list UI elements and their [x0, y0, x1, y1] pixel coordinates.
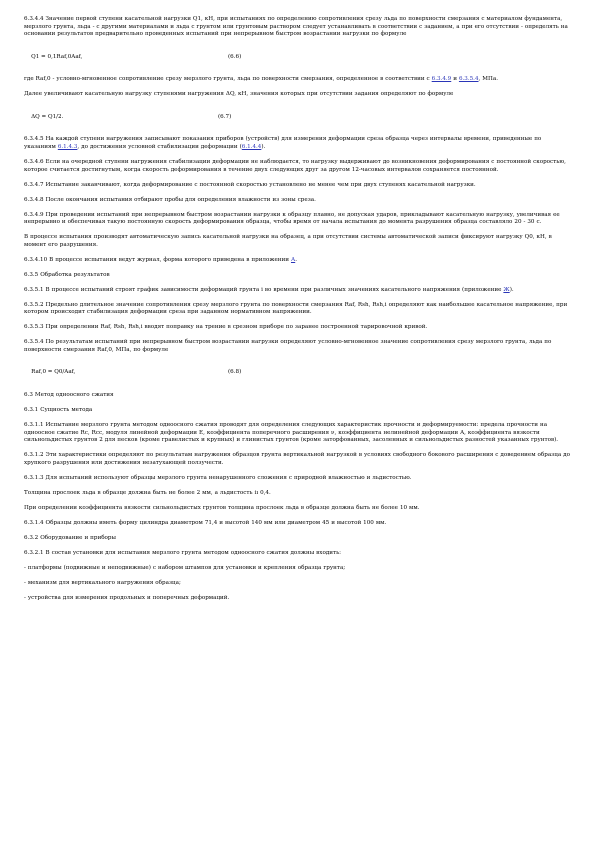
paragraph-6-3-4-10: 6.3.4.10 В процессе испытания ведут журнал, форма которого приведена в приложении А.: [24, 256, 297, 263]
paragraph-auto-record: В процессе испытания производят автоматическую запись касательной нагрузки на образец, а при отсутствии системы автоматической записи фиксируют нагрузку Q0, кН, в момент его разрушения.: [24, 234, 552, 248]
formula-expression: ΔQ = Q1/2.: [31, 113, 64, 120]
paragraph-6-3-5-2: 6.3.5.2 Предельно длительное значение сопротивления срезу мерзлого грунта по поверхности смерзания Raf, Rsh, Rsh,i определяют как наибольшее касательное напряжение, при котором происходит стабилизация деформации среза при заданном нормативном напряжении.: [24, 301, 568, 316]
paragraph-where-raf0: где Raf,0 - условно-мгновенное сопротивление срезу мерзлого грунта, льда по поверхности смерзания, определенное в соответствии с 6.3.4.9 и 6.3.5.4, МПа.: [24, 76, 498, 83]
paragraph-6-3-5-1: 6.3.5.1 В процессе испытаний строят график зависимости деформаций грунта i во времени при различных значениях касательного напряжения (приложение Ж).: [24, 286, 514, 293]
heading-6-3: 6.3 Метод одноосного сжатия: [24, 392, 114, 399]
paragraph-6-3-5-3: 6.3.5.3 При определении Raf, Rsh, Rsh,i вводят поправку на трение в срезном приборе по заранее построенной тарировочной кривой.: [24, 324, 428, 331]
paragraph-increase-load: Далее увеличивают касательную нагрузку ступенями нагружения ΔQ, кН, значения которых при отсутствии задания определяют по формуле: [24, 91, 454, 98]
formula-number: (6.6): [228, 53, 242, 60]
link-6-3-5-4[interactable]: 6.3.5.4: [458, 76, 479, 83]
list-item-mechanism: - механизм для вертикального нагружения образца;: [24, 579, 181, 586]
formula-expression: Q1 = 0,1Raf,0Aaf,: [31, 53, 83, 60]
formula-6-6: [24, 46, 572, 69]
document-page: [24, 16, 572, 610]
paragraph-6-3-1-2: 6.3.1.2 Эти характеристики определяют по результатам нагружения образцов грунта вертикальной нагрузкой в условиях свободного бокового расширения с доведением образца до хрупкого разрушения или достижения незатухающей ползучести.: [24, 452, 570, 466]
paragraph-6-3-1-4: 6.3.1.4 Образцы должны иметь форму цилиндра диаметром 71,4 и высотой 140 мм или диаметром 45 и высотой 100 мм.: [24, 519, 387, 526]
list-item-platforms: - платформы (подвижные и неподвижные) с набором штампов для установки и крепления образца грунта;: [24, 564, 346, 571]
formula-6-7: [24, 106, 572, 129]
paragraph-6-3-4-6: 6.3.4.6 Если на очередной ступени нагружения стабилизации деформации не наблюдается, то нагрузку выдерживают до возникновения деформирования с постоянной скоростью, которое считается достигнутым, когда скорость деформирования в течение двух следующих друг за другом 12-часовых интервалов сохраняется постоянной.: [24, 159, 566, 173]
paragraph-ice-thickness: Толщина прослоек льда в образце должна быть не более 2 мм, а льдистость iı 0,4.: [24, 489, 271, 496]
formula-number: (6.8): [228, 369, 242, 376]
paragraph-6-3-5-4: 6.3.5.4 По результатам испытаний при непрерывном быстром возрастании нагрузки определяют условно-мгновенное значение сопротивления срезу мерзлого грунта, льда по поверхности смерзания Raf,0, МПа, по формуле: [24, 339, 552, 353]
paragraph-6-3-4-7: 6.3.4.7 Испытание заканчивают, когда деформирование с постоянной скоростью установлено не менее чем при двух ступенях касательной нагрузки.: [24, 181, 476, 188]
link-6-1-4-4[interactable]: 6.1.4.4: [241, 144, 262, 151]
paragraph-6-3-4-9: 6.3.4.9 При проведении испытаний при непрерывном быстром возрастании нагрузки к образцу плавно, не допуская ударов, прикладывают касательную нагрузку, увеличивая ее непрерывно и обеспечивая такую постоянную скорость деформирования образца, чтобы время от начала испытания до момента разрушения образца составляло 20 - 30 с.: [24, 211, 560, 226]
heading-6-3-2: 6.3.2 Оборудование и приборы: [24, 534, 116, 541]
paragraph-viscosity: При определении коэффициента вязкости сильнольдистых грунтов толщина прослоек льда в образце должна быть не более 10 мм.: [24, 504, 420, 511]
link-appendix-zh[interactable]: Ж: [503, 286, 510, 293]
paragraph-6-3-2-1: 6.3.2.1 В состав установки для испытания мерзлого грунта методом одноосного сжатия должны входить:: [24, 549, 342, 556]
heading-6-3-1: 6.3.1 Сущность метода: [24, 407, 93, 414]
list-item-devices: - устройства для измерения продольных и поперечных деформаций.: [24, 594, 230, 601]
paragraph-6-3-1-3: 6.3.1.3 Для испытаний используют образцы мерзлого грунта ненарушенного сложения с природной влажностью и льдистостью.: [24, 474, 412, 481]
paragraph-6-3-1-1: 6.3.1.1 Испытание мерзлого грунта методом одноосного сжатия проводят для определения следующих характеристик прочности и деформируемости: предела прочности на одноосное сжатие Rc, Rcc, модуля линейной деформации E, коэффициента поперечного расширения ν, коэффициента нелинейной деформации A, коэффициента вязкости сильнольдистых грунтов 2 для песков (кроме гравелистых и крупных) и глинистых грунтов (кроме заторфованных, засоленных и сильнольдистых разностей указанных грунтов).: [24, 422, 559, 444]
link-6-3-4-9[interactable]: 6.3.4.9: [431, 76, 452, 83]
paragraph-6-3-4-4: 6.3.4.4 Значение первой ступени касательной нагрузки Q1, кН, при испытаниях по определению сопротивления срезу льда по поверхности смерзания с материалом фундамента, мерзлого грунта, льда - с другими материалами и льда с грунтом или грунтовым раствором следует устанавливать в соответствии с заданием, а при его отсутствии - определять на основании результатов предварительно проведенных испытаний при непрерывном быстром возрастании нагрузки по формуле: [24, 16, 568, 38]
formula-expression: Raf,0 = Q0/Aaf,: [31, 369, 76, 376]
link-appendix-a[interactable]: А: [290, 256, 296, 263]
link-6-1-4-3[interactable]: 6.1.4.3: [57, 144, 78, 151]
heading-6-3-5: 6.3.5 Обработка результатов: [24, 271, 110, 278]
paragraph-6-3-4-8: 6.3.4.8 После окончания испытания отбирают пробы для определения влажности из зоны среза.: [24, 196, 316, 203]
formula-6-8: [24, 362, 572, 385]
paragraph-6-3-4-5: 6.3.4.5 На каждой ступени нагружения записывают показания приборов (устройств) для измерения деформации среза образца через интервалы времени, приведенные по указаниям 6.1.4.3, до достижения условной стабилизации деформации (6.1.4.4).: [24, 136, 542, 151]
formula-number: (6.7): [218, 113, 232, 120]
